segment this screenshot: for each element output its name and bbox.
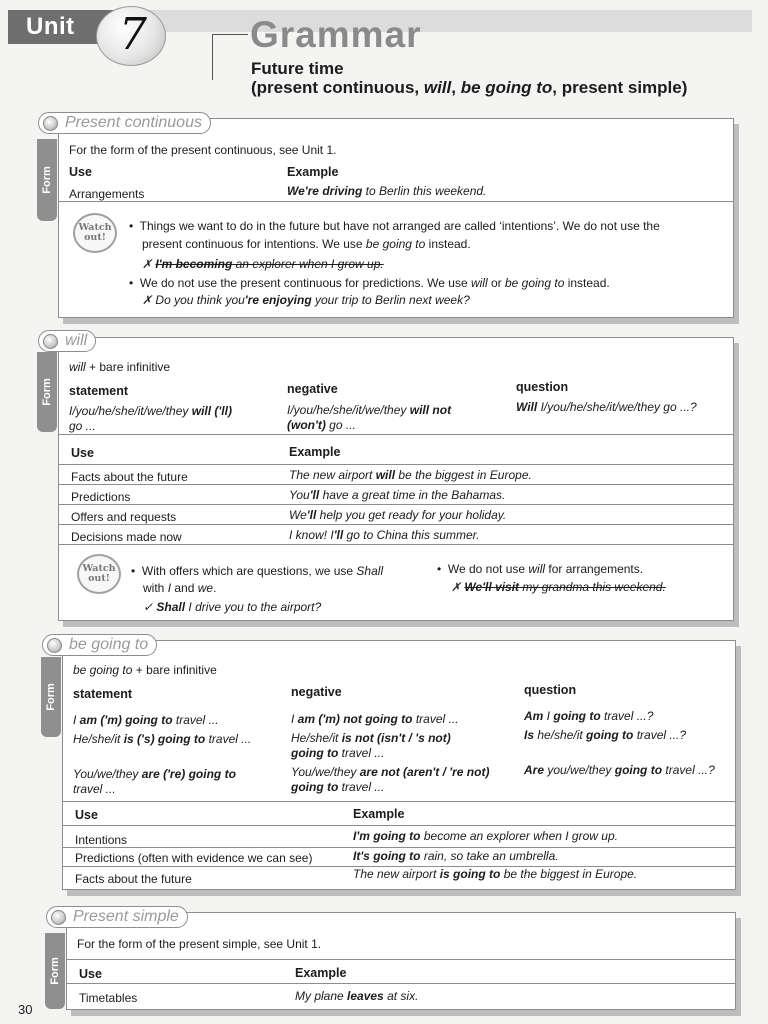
table-row-use: Predictions (often with evidence we can see) — [75, 851, 313, 865]
example-header: Example — [353, 807, 405, 821]
watch-note-1: • Things we want to do in the future but have not arranged are called ‘intentions’. We do not use the — [129, 219, 660, 233]
bullet-icon: • — [129, 276, 134, 290]
cross-icon: ✗ — [142, 257, 153, 271]
statement-header: statement — [69, 384, 129, 398]
page-subtitle: Future time — [251, 59, 344, 78]
tab-bullet-icon — [47, 638, 62, 653]
right-example: ✓ Shall I drive you to the airport? — [143, 600, 322, 614]
table-row-example: You'll have a great time in the Bahamas. — [289, 488, 506, 502]
tab-bullet-icon — [51, 910, 66, 925]
present-continuous-section — [41, 118, 734, 318]
watch-note-1: • With offers which are questions, we use Shall — [131, 564, 384, 578]
negative-form-1: I am ('m) not going to travel ... — [291, 712, 459, 726]
question-header: question — [516, 380, 569, 394]
use-cell: Arrangements — [69, 187, 145, 201]
watch-note-1-cont: present continuous for intentions. We use be going to instead. — [142, 237, 471, 251]
use-header: Use — [71, 446, 94, 460]
watch-note-2: • We do not use will for arrangements. — [437, 562, 644, 576]
form-note: For the form of the present simple, see Unit 1. — [77, 937, 322, 951]
check-icon: ✓ — [143, 600, 154, 614]
form-note: will + bare infinitive — [69, 360, 171, 374]
example-cell: My plane leaves at six. — [295, 989, 419, 1003]
question-form: Will I/you/he/she/it/we/they go ...? — [516, 400, 697, 414]
going-to-section — [45, 640, 736, 890]
table-row-use: Facts about the future — [71, 470, 188, 484]
negative-form: I/you/he/she/it/we/they will not (won't) go ... — [287, 403, 452, 432]
divider — [63, 801, 735, 802]
divider — [63, 847, 735, 848]
bullet-icon: • — [437, 562, 442, 576]
cross-icon: ✗ — [451, 580, 462, 594]
unit-number: 7 — [119, 9, 147, 60]
negative-header: negative — [291, 685, 342, 699]
watch-out-badge: Watch out! — [73, 213, 117, 253]
table-row-example: The new airport is going to be the biggest in Europe. — [353, 867, 638, 881]
watch-out-badge: Watch out! — [77, 554, 121, 594]
negative-header: negative — [287, 382, 338, 396]
question-form-1: Am I going to travel ...? — [524, 709, 654, 723]
watch-note-1-cont: with I and we. — [143, 581, 217, 595]
use-cell: Timetables — [79, 991, 138, 1005]
divider — [59, 504, 733, 505]
divider — [59, 524, 733, 525]
question-header: question — [524, 683, 577, 697]
table-row-use: Offers and requests — [71, 510, 177, 524]
form-note: For the form of the present continuous, see Unit 1. — [69, 143, 337, 157]
going-to-tab: be going to — [42, 634, 157, 656]
watch-note-2: • We do not use the present continuous for predictions. We use will or be going to instead. — [129, 276, 610, 290]
question-form-3: Are you/we/they going to travel ...? — [524, 763, 715, 777]
example-header: Example — [287, 165, 339, 179]
page-number: 30 — [18, 1002, 33, 1017]
form-tab: Form — [41, 657, 61, 737]
statement-form-3: You/we/they are ('re) going to travel ... — [73, 767, 236, 796]
wrong-example: ✗ We'll visit my grandma this weekend. — [451, 580, 666, 594]
page-subtitle-topics: (present continuous, will, be going to, present simple) — [251, 78, 688, 97]
present-simple-tab: Present simple — [46, 906, 188, 928]
form-tab: Form — [37, 352, 57, 432]
wrong-example-2: ✗ Do you think you're enjoying your trip to Berlin next week? — [142, 293, 470, 307]
will-tab: will — [38, 330, 96, 352]
bullet-icon: • — [129, 219, 134, 233]
statement-form-2: He/she/it is ('s) going to travel ... — [73, 732, 252, 746]
divider — [67, 983, 735, 984]
example-header: Example — [289, 445, 341, 459]
divider — [63, 825, 735, 826]
header-bar — [118, 10, 752, 32]
table-row-use: Decisions made now — [71, 530, 182, 544]
form-tab: Form — [37, 139, 57, 221]
negative-form-3: You/we/they are not (aren't / 're not) going to travel ... — [291, 765, 490, 794]
use-header: Use — [75, 808, 98, 822]
tab-bullet-icon — [43, 334, 58, 349]
negative-form-2: He/she/it is not (isn't / 's not) going to travel ... — [291, 731, 451, 760]
table-row-use: Predictions — [71, 490, 131, 504]
header-hline — [212, 34, 248, 35]
divider — [59, 464, 733, 465]
use-header: Use — [79, 967, 102, 981]
table-row-example: I'm going to become an explorer when I grow up. — [353, 829, 618, 843]
divider — [59, 201, 733, 202]
divider — [67, 959, 735, 960]
form-tab: Form — [45, 933, 65, 1009]
divider — [59, 434, 733, 435]
table-row-use: Intentions — [75, 833, 128, 847]
divider — [59, 484, 733, 485]
page-title: Grammar — [250, 14, 422, 55]
statement-header: statement — [73, 687, 133, 701]
divider — [59, 544, 733, 545]
will-section — [41, 337, 734, 621]
unit-label: Unit — [26, 13, 75, 40]
table-row-example: The new airport will be the biggest in Europe. — [289, 468, 532, 482]
present-continuous-tab: Present continuous — [38, 112, 211, 134]
table-row-example: I know! I'll go to China this summer. — [289, 528, 480, 542]
question-form-2: Is he/she/it going to travel ...? — [524, 728, 687, 742]
header-rule — [212, 34, 213, 80]
tab-bullet-icon — [43, 116, 58, 131]
table-row-example: It's going to rain, so take an umbrella. — [353, 849, 559, 863]
bullet-icon: • — [131, 564, 136, 578]
use-header: Use — [69, 165, 92, 179]
form-note: be going to + bare infinitive — [73, 663, 217, 677]
table-row-example: We'll help you get ready for your holiday. — [289, 508, 507, 522]
table-row-use: Facts about the future — [75, 872, 192, 886]
cross-icon: ✗ — [142, 293, 153, 307]
statement-form-1: I am ('m) going to travel ... — [73, 713, 219, 727]
example-cell: We're driving to Berlin this weekend. — [287, 184, 487, 198]
unit-number-badge — [96, 6, 166, 66]
statement-form: I/you/he/she/it/we/they will ('ll) go ... — [69, 404, 232, 433]
wrong-example-1: ✗ I'm becoming an explorer when I grow up. — [142, 257, 384, 271]
example-header: Example — [295, 966, 347, 980]
